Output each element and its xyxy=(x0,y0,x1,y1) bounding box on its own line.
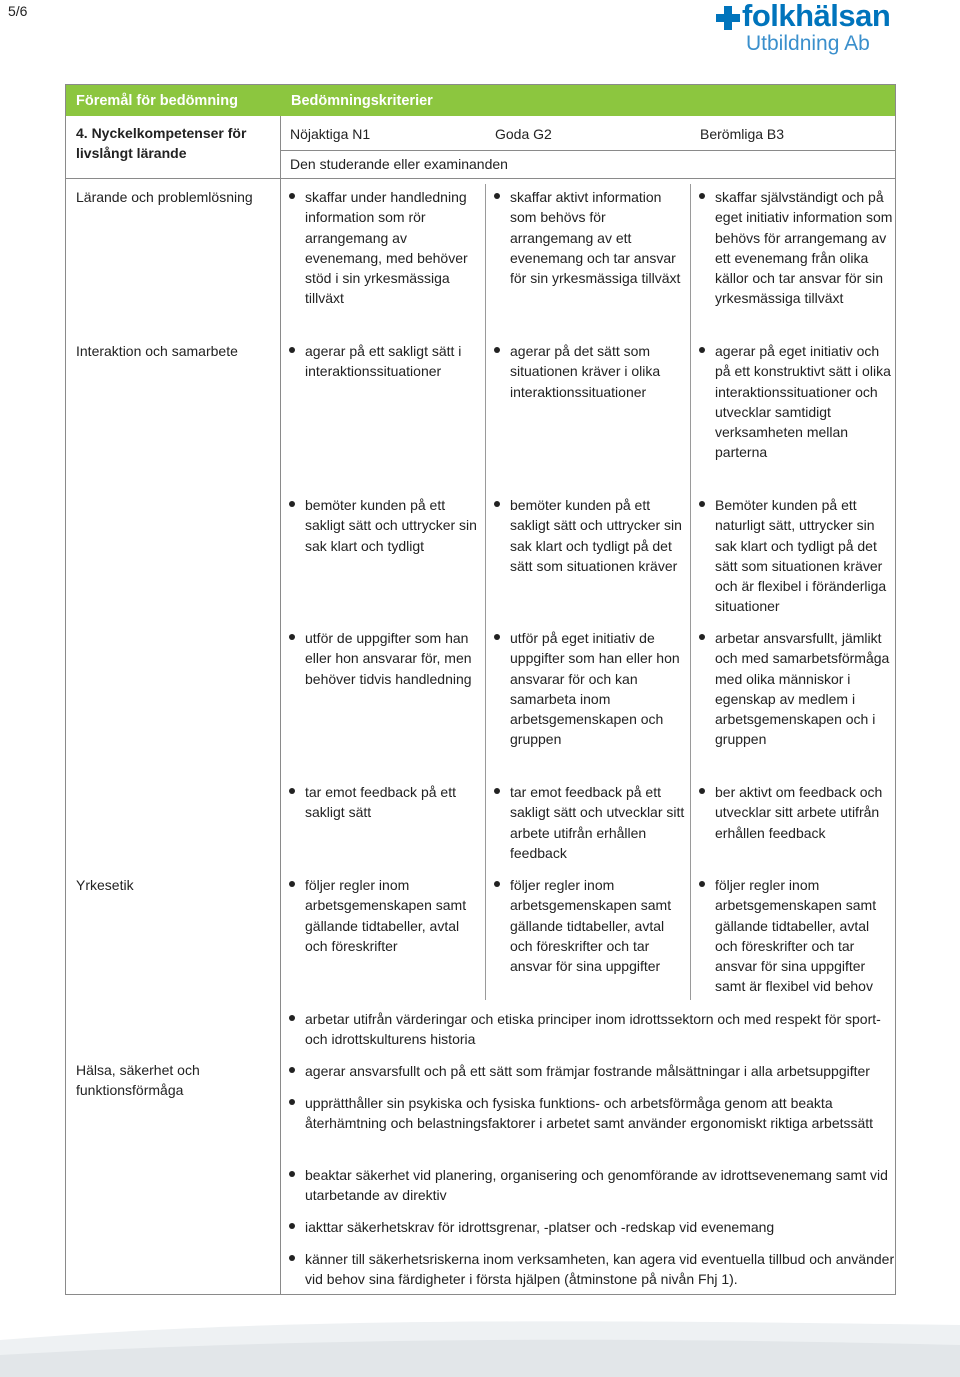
logo-subtitle: Utbildning Ab xyxy=(746,32,870,55)
health-criterion: iakttar säkerhetskrav för idrottsgrenar, -platser och -redskap vid evenemang xyxy=(305,1217,895,1237)
row-divider xyxy=(66,178,895,179)
criterion-b3: arbetar ansvarsfullt, jämlikt och med samarbetsförmåga med olika människor i egenskap av medlem i arbetsgemenskapen och i gruppen xyxy=(715,628,893,750)
level-b3: Berömliga B3 xyxy=(700,126,785,142)
level-n1: Nöjaktiga N1 xyxy=(290,126,371,142)
column-divider-b3 xyxy=(690,184,691,1000)
row-label: Interaktion och samarbete xyxy=(76,343,238,359)
criterion-b3: ber aktivt om feedback och utvecklar sitt arbete utifrån erhållen feedback xyxy=(715,782,893,843)
ethics-common-criterion: arbetar utifrån värderingar och etiska principer inom idrottssektorn och med respekt för sport- och idrottskulturens historia xyxy=(305,1009,895,1050)
folkhalsan-logo xyxy=(716,2,952,60)
criterion-n1: bemöter kunden på ett sakligt sätt och uttrycker sin sak klart och tydligt xyxy=(305,495,483,556)
column-divider xyxy=(280,116,281,1294)
criterion-b3: Bemöter kunden på ett naturligt sätt, uttrycker sin sak klart och tydligt på det sätt som situationen kräver och är flexibel i föränderliga situationer xyxy=(715,495,893,617)
health-criterion: agerar ansvarsfullt och på ett sätt som främjar fostrande målsättningar i alla arbetsuppgifter xyxy=(305,1061,895,1081)
header-criteria: Bedömningskriterier xyxy=(291,93,433,109)
health-criterion: beaktar säkerhet vid planering, organisering och genomförande av idrottsevenemang samt vid utarbetande av direktiv xyxy=(305,1165,895,1206)
level-g2: Goda G2 xyxy=(495,126,552,142)
criterion-n1: tar emot feedback på ett sakligt sätt xyxy=(305,782,483,823)
criterion-g2: agerar på det sätt som situationen kräver i olika interaktionssituationer xyxy=(510,341,688,402)
page-number: 5/6 xyxy=(8,3,28,19)
logo-name: folkhälsan xyxy=(742,0,891,33)
criterion-b3: agerar på eget initiativ och på ett konstruktivt sätt i olika interaktionssituationer och utvecklar samtidigt verksamheten mellan parterna xyxy=(715,341,893,463)
health-criterion: upprätthåller sin psykiska och fysiska funktions- och arbetsförmåga genom att beakta återhämtning och belastningsfaktorer i arbetet samt använder ergonomiskt riktiga arbetssätt xyxy=(305,1093,895,1134)
criterion-g2: skaffar aktivt information som behövs för arrangemang av ett evenemang och tar ansvar för sin yrkesmässiga tillväxt xyxy=(510,187,688,288)
criterion-b3: skaffar självständigt och på eget initiativ information som behövs för arrangemang av ett evenemang från olika källor och tar ansvar för sin yrkesmässiga tillväxt xyxy=(715,187,893,309)
criterion-g2: tar emot feedback på ett sakligt sätt och utvecklar sitt arbete utifrån erhållen feedback xyxy=(510,782,688,863)
header-subject: Föremål för bedömning xyxy=(76,93,238,109)
row-divider xyxy=(280,150,895,151)
criterion-b3: följer regler inom arbetsgemenskapen samt gällande tidtabeller, avtal och föreskrifter och tar ansvar för sina uppgifter samt är flexibel vid behov xyxy=(715,875,893,997)
subject-label: Den studerande eller examinanden xyxy=(290,156,508,172)
row-label: Yrkesetik xyxy=(76,877,134,893)
section-title: 4. Nyckelkompetenser för livslångt lärande xyxy=(76,125,247,162)
criterion-g2: bemöter kunden på ett sakligt sätt och uttrycker sin sak klart och tydligt på det sätt som situationen kräver xyxy=(510,495,688,576)
criterion-g2: utför på eget initiativ de uppgifter som han eller hon ansvarar för och kan samarbeta inom arbetsgemenskapen och gruppen xyxy=(510,628,688,750)
criterion-g2: följer regler inom arbetsgemenskapen samt gällande tidtabeller, avtal och föreskrifter och tar ansvar för sina uppgifter xyxy=(510,875,688,976)
table-header xyxy=(66,85,895,116)
footer-swoosh xyxy=(0,1300,960,1377)
column-divider-g2 xyxy=(485,184,486,1000)
criterion-n1: skaffar under handledning information som rör arrangemang av evenemang, med behöver stöd i sin yrkesmässiga tillväxt xyxy=(305,187,483,309)
criterion-n1: agerar på ett sakligt sätt i interaktionssituationer xyxy=(305,341,483,382)
health-criterion: känner till säkerhetsriskerna inom verksamheten, kan agera vid eventuella tillbud och använder vid behov sina färdigheter i första hjälpen (åtminstone på nivån Fhj 1). xyxy=(305,1249,895,1290)
criterion-n1: följer regler inom arbetsgemenskapen samt gällande tidtabeller, avtal och föreskrifter xyxy=(305,875,483,956)
cross-icon xyxy=(716,6,740,30)
row-label: Lärande och problemlösning xyxy=(76,189,253,205)
row-label-health: Hälsa, säkerhet och funktionsförmåga xyxy=(76,1062,200,1099)
criterion-n1: utför de uppgifter som han eller hon ansvarar för, men behöver tidvis handledning xyxy=(305,628,483,689)
